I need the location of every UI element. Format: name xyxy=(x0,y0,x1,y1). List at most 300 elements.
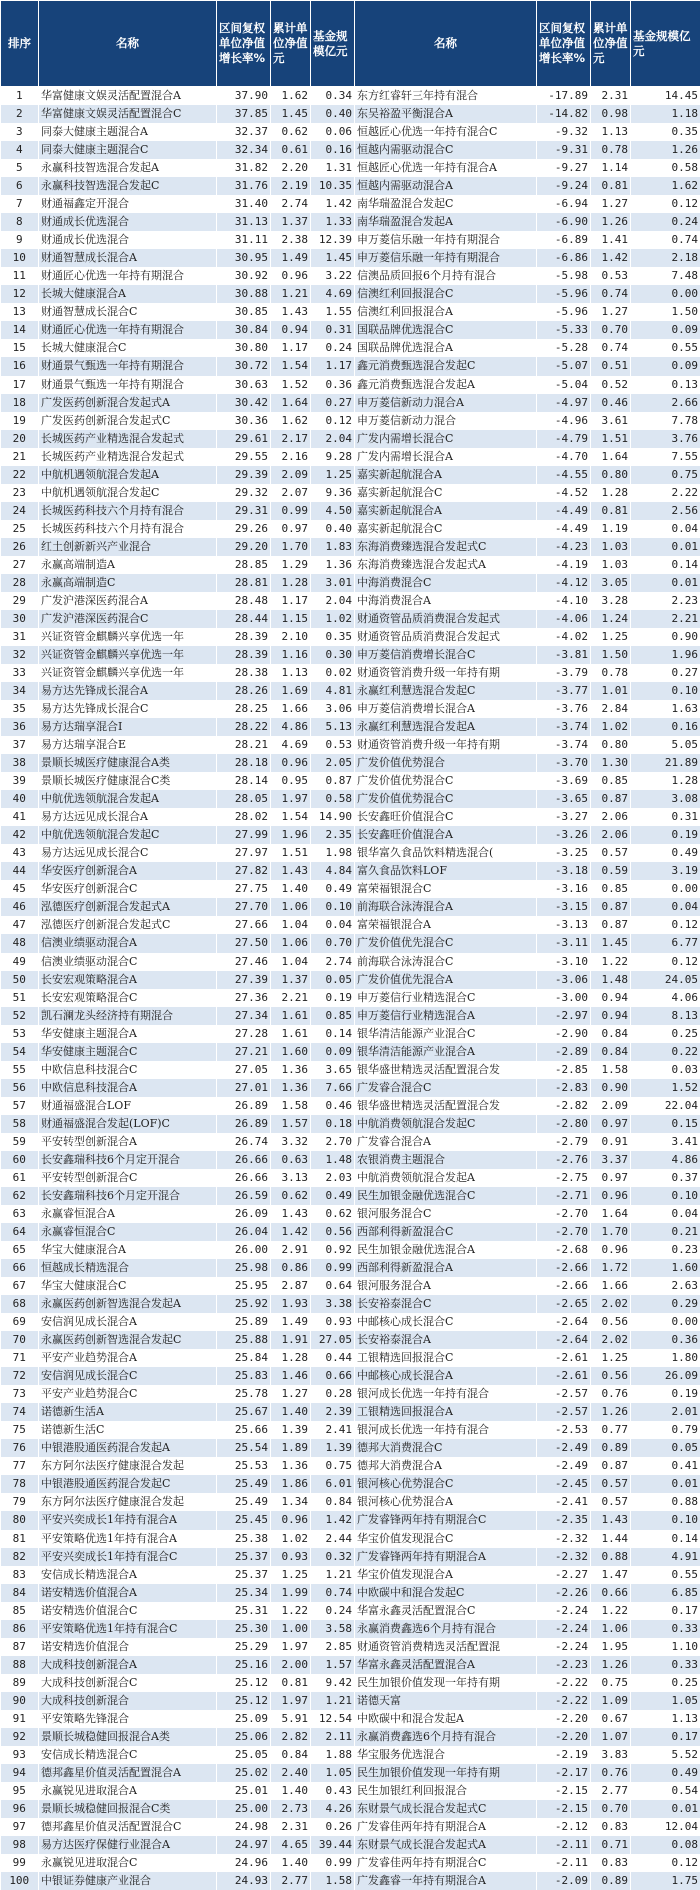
nav-left: 2.87 xyxy=(271,1277,311,1295)
nav-right: 0.52 xyxy=(591,376,631,394)
fund-name-right: 中航消费领航混合发起C xyxy=(355,1115,537,1133)
scale-left: 0.35 xyxy=(311,628,355,646)
return-left: 25.37 xyxy=(217,1566,271,1584)
return-left: 37.90 xyxy=(217,87,271,106)
scale-right: 0.23 xyxy=(631,1241,700,1259)
return-left: 37.85 xyxy=(217,105,271,123)
nav-right: 1.03 xyxy=(591,538,631,556)
nav-left: 1.89 xyxy=(271,1439,311,1457)
return-left: 25.00 xyxy=(217,1800,271,1818)
scale-right: 0.03 xyxy=(631,1061,700,1079)
scale-right: 0.36 xyxy=(631,1331,700,1349)
rank-cell: 32 xyxy=(1,646,39,664)
nav-right: 0.89 xyxy=(591,1439,631,1457)
nav-left: 2.20 xyxy=(271,159,311,177)
nav-right: 0.57 xyxy=(591,844,631,862)
scale-left: 0.12 xyxy=(311,412,355,430)
scale-left: 1.36 xyxy=(311,556,355,574)
table-row xyxy=(1,267,700,285)
fund-name-right: 华富永鑫灵活配置混合A xyxy=(355,1656,537,1674)
scale-left: 1.05 xyxy=(311,1764,355,1782)
scale-left: 0.36 xyxy=(311,376,355,394)
return-left: 25.49 xyxy=(217,1493,271,1511)
nav-right: 0.74 xyxy=(591,339,631,357)
scale-left: 2.04 xyxy=(311,430,355,448)
nav-left: 1.61 xyxy=(271,1025,311,1043)
fund-name-left: 安信成长精选混合A xyxy=(39,1566,217,1584)
return-right: -4.55 xyxy=(537,466,591,484)
return-left: 25.09 xyxy=(217,1710,271,1728)
scale-right: 0.75 xyxy=(631,466,700,484)
nav-right: 2.06 xyxy=(591,808,631,826)
nav-left: 2.77 xyxy=(271,1872,311,1890)
scale-left: 0.75 xyxy=(311,1457,355,1475)
table-row xyxy=(1,339,700,357)
fund-name-right: 西部利得新盈混合A xyxy=(355,1259,537,1277)
nav-right: 2.77 xyxy=(591,1782,631,1800)
rank-cell: 22 xyxy=(1,466,39,484)
return-left: 27.34 xyxy=(217,1007,271,1025)
return-left: 25.67 xyxy=(217,1403,271,1421)
table-row xyxy=(1,1313,700,1331)
return-right: -4.52 xyxy=(537,484,591,502)
fund-name-right: 财通资管品质消费混合发起式 xyxy=(355,610,537,628)
fund-name-left: 财通景气甄选一年持有期混合 xyxy=(39,376,217,394)
fund-name-right: 工银精选回报混合C xyxy=(355,1349,537,1367)
table-row xyxy=(1,574,700,592)
scale-right: 0.12 xyxy=(631,953,700,971)
fund-name-left: 中银证券健康产业混合 xyxy=(39,1872,217,1890)
scale-right: 1.96 xyxy=(631,646,700,664)
fund-name-left: 易方达先锋成长混合C xyxy=(39,700,217,718)
scale-left: 1.25 xyxy=(311,466,355,484)
fund-name-left: 财通福盛混合LOF xyxy=(39,1097,217,1115)
scale-left: 1.21 xyxy=(311,1566,355,1584)
table-row xyxy=(1,1530,700,1548)
fund-name-right: 银华盛世精选灵活配置混合发 xyxy=(355,1097,537,1115)
table-row xyxy=(1,484,700,502)
scale-right: 22.04 xyxy=(631,1097,700,1115)
fund-name-left: 财通匠心优选一年持有期混合 xyxy=(39,267,217,285)
return-right: -2.64 xyxy=(537,1313,591,1331)
nav-right: 0.91 xyxy=(591,1133,631,1151)
nav-right: 1.25 xyxy=(591,628,631,646)
nav-right: 0.98 xyxy=(591,105,631,123)
return-left: 24.98 xyxy=(217,1818,271,1836)
return-left: 27.05 xyxy=(217,1061,271,1079)
rank-cell: 16 xyxy=(1,357,39,375)
fund-name-left: 易方达先锋成长混合A xyxy=(39,682,217,700)
scale-right: 24.05 xyxy=(631,971,700,989)
return-left: 25.05 xyxy=(217,1746,271,1764)
scale-right: 0.24 xyxy=(631,213,700,231)
rank-cell: 99 xyxy=(1,1854,39,1872)
nav-right: 0.77 xyxy=(591,1421,631,1439)
return-left: 30.63 xyxy=(217,376,271,394)
rank-cell: 40 xyxy=(1,790,39,808)
return-left: 27.66 xyxy=(217,916,271,934)
fund-name-right: 长安裕泰混合C xyxy=(355,1295,537,1313)
nav-right: 1.64 xyxy=(591,448,631,466)
return-left: 25.38 xyxy=(217,1530,271,1548)
scale-left: 3.01 xyxy=(311,574,355,592)
fund-name-left: 永赢睿恒混合A xyxy=(39,1205,217,1223)
fund-name-left: 中航优选领航混合发起A xyxy=(39,790,217,808)
fund-name-left: 信澳业绩驱动混合A xyxy=(39,934,217,952)
scale-right: 0.10 xyxy=(631,682,700,700)
table-row xyxy=(1,376,700,394)
nav-right: 0.83 xyxy=(591,1854,631,1872)
return-right: -4.19 xyxy=(537,556,591,574)
return-left: 30.36 xyxy=(217,412,271,430)
header-nav-right: 累计单位净值元 xyxy=(591,1,631,87)
return-right: -3.16 xyxy=(537,880,591,898)
fund-name-left: 永赢高端制造C xyxy=(39,574,217,592)
rank-cell: 46 xyxy=(1,898,39,916)
fund-name-right: 广发鑫睿一年持有期混合A xyxy=(355,1872,537,1890)
nav-left: 0.86 xyxy=(271,1259,311,1277)
table-row xyxy=(1,1421,700,1439)
nav-left: 1.40 xyxy=(271,1782,311,1800)
fund-name-right: 申万菱信行业精选混合C xyxy=(355,989,537,1007)
scale-right: 0.04 xyxy=(631,898,700,916)
fund-name-left: 财通智慧成长混合C xyxy=(39,303,217,321)
nav-right: 0.56 xyxy=(591,1313,631,1331)
scale-right: 1.52 xyxy=(631,1079,700,1097)
fund-name-right: 银河成长优选一年持有混合 xyxy=(355,1385,537,1403)
table-row xyxy=(1,1746,700,1764)
rank-cell: 80 xyxy=(1,1511,39,1529)
return-right: -2.22 xyxy=(537,1692,591,1710)
scale-left: 0.70 xyxy=(311,934,355,952)
fund-name-left: 易方达远见成长混合C xyxy=(39,844,217,862)
rank-cell: 51 xyxy=(1,989,39,1007)
nav-right: 1.28 xyxy=(591,484,631,502)
nav-left: 2.40 xyxy=(271,1764,311,1782)
fund-name-left: 中航机遇领航混合发起C xyxy=(39,484,217,502)
scale-right: 5.52 xyxy=(631,1746,700,1764)
fund-name-left: 永赢科技智选混合发起A xyxy=(39,159,217,177)
fund-name-left: 华宝大健康混合A xyxy=(39,1241,217,1259)
table-row xyxy=(1,538,700,556)
scale-right: 1.75 xyxy=(631,1872,700,1890)
scale-left: 9.36 xyxy=(311,484,355,502)
return-left: 24.96 xyxy=(217,1854,271,1872)
table-row xyxy=(1,213,700,231)
fund-name-right: 申万菱信消费增长混合A xyxy=(355,700,537,718)
rank-cell: 9 xyxy=(1,231,39,249)
return-right: -2.61 xyxy=(537,1349,591,1367)
return-right: -3.26 xyxy=(537,826,591,844)
fund-name-left: 广发医药创新混合发起式C xyxy=(39,412,217,430)
fund-name-right: 长安裕泰混合A xyxy=(355,1331,537,1349)
scale-right: 0.58 xyxy=(631,159,700,177)
nav-right: 3.05 xyxy=(591,574,631,592)
fund-name-right: 民生加银金融优选混合C xyxy=(355,1187,537,1205)
scale-right: 4.86 xyxy=(631,1151,700,1169)
fund-name-right: 申万菱信新动力混合 xyxy=(355,412,537,430)
fund-name-right: 中欧碳中和混合发起A xyxy=(355,1710,537,1728)
fund-name-right: 鑫元消费甄选混合发起A xyxy=(355,376,537,394)
nav-right: 0.94 xyxy=(591,989,631,1007)
fund-name-right: 中邮核心成长混合C xyxy=(355,1313,537,1331)
nav-right: 3.83 xyxy=(591,1746,631,1764)
nav-right: 0.78 xyxy=(591,141,631,159)
return-right: -2.32 xyxy=(537,1548,591,1566)
table-row xyxy=(1,1836,700,1854)
scale-left: 39.44 xyxy=(311,1836,355,1854)
fund-name-left: 红土创新新兴产业混合 xyxy=(39,538,217,556)
nav-right: 1.14 xyxy=(591,159,631,177)
rank-cell: 44 xyxy=(1,862,39,880)
nav-left: 0.97 xyxy=(271,520,311,538)
header-rank: 排序 xyxy=(1,1,39,87)
table-row xyxy=(1,321,700,339)
fund-name-left: 景顺长城医疗健康混合C类 xyxy=(39,772,217,790)
nav-left: 0.96 xyxy=(271,754,311,772)
nav-left: 1.36 xyxy=(271,1457,311,1475)
fund-name-right: 嘉实新起航混合C xyxy=(355,484,537,502)
header-row xyxy=(1,1,700,87)
return-right: -2.89 xyxy=(537,1043,591,1061)
fund-name-right: 广发睿佳两年持有期混合C xyxy=(355,1854,537,1872)
return-right: -14.82 xyxy=(537,105,591,123)
scale-right: 0.01 xyxy=(631,1475,700,1493)
nav-right: 1.01 xyxy=(591,682,631,700)
nav-left: 2.74 xyxy=(271,195,311,213)
nav-right: 1.25 xyxy=(591,1349,631,1367)
table-row xyxy=(1,448,700,466)
table-row xyxy=(1,285,700,303)
scale-left: 3.38 xyxy=(311,1295,355,1313)
scale-right: 0.41 xyxy=(631,1457,700,1475)
return-right: -2.66 xyxy=(537,1277,591,1295)
nav-right: 1.70 xyxy=(591,1223,631,1241)
return-left: 27.46 xyxy=(217,953,271,971)
nav-left: 2.91 xyxy=(271,1241,311,1259)
rank-cell: 48 xyxy=(1,934,39,952)
fund-name-right: 广发价值优先混合C xyxy=(355,934,537,952)
nav-right: 2.09 xyxy=(591,1097,631,1115)
fund-name-right: 东吴裕盈平衡混合A xyxy=(355,105,537,123)
return-left: 25.49 xyxy=(217,1475,271,1493)
nav-left: 1.97 xyxy=(271,1638,311,1656)
nav-right: 1.95 xyxy=(591,1638,631,1656)
table-row xyxy=(1,971,700,989)
fund-name-right: 中海消费混合A xyxy=(355,592,537,610)
scale-right: 0.79 xyxy=(631,1421,700,1439)
table-row xyxy=(1,1854,700,1872)
rank-cell: 93 xyxy=(1,1746,39,1764)
return-left: 25.98 xyxy=(217,1259,271,1277)
return-left: 30.80 xyxy=(217,339,271,357)
table-row xyxy=(1,772,700,790)
fund-name-left: 华安医疗创新混合A xyxy=(39,862,217,880)
nav-left: 1.06 xyxy=(271,898,311,916)
nav-right: 1.26 xyxy=(591,1403,631,1421)
fund-name-right: 恒越内需驱动混合C xyxy=(355,141,537,159)
table-row xyxy=(1,1295,700,1313)
fund-name-right: 鑫元消费甄选混合发起C xyxy=(355,357,537,375)
scale-right: 1.80 xyxy=(631,1349,700,1367)
fund-name-right: 东海消费臻选混合发起式C xyxy=(355,538,537,556)
scale-left: 0.99 xyxy=(311,1259,355,1277)
nav-left: 1.46 xyxy=(271,1367,311,1385)
rank-cell: 53 xyxy=(1,1025,39,1043)
nav-right: 1.58 xyxy=(591,1061,631,1079)
fund-name-left: 永赢睿恒混合C xyxy=(39,1223,217,1241)
scale-right: 0.33 xyxy=(631,1620,700,1638)
return-left: 25.54 xyxy=(217,1439,271,1457)
scale-right: 0.55 xyxy=(631,339,700,357)
nav-left: 2.09 xyxy=(271,466,311,484)
fund-name-left: 兴证资管金麒麟兴享优选一年 xyxy=(39,628,217,646)
table-row xyxy=(1,177,700,195)
fund-name-right: 嘉实新起航混合C xyxy=(355,520,537,538)
scale-right: 2.01 xyxy=(631,1403,700,1421)
nav-right: 1.07 xyxy=(591,1728,631,1746)
fund-name-left: 平安兴奕成长1年持有混合A xyxy=(39,1511,217,1529)
rank-cell: 65 xyxy=(1,1241,39,1259)
nav-right: 0.89 xyxy=(591,1872,631,1890)
rank-cell: 42 xyxy=(1,826,39,844)
fund-name-left: 华宝大健康混合C xyxy=(39,1277,217,1295)
fund-name-right: 银华富久食品饮料精选混合( xyxy=(355,844,537,862)
return-left: 26.89 xyxy=(217,1097,271,1115)
rank-cell: 56 xyxy=(1,1079,39,1097)
table-row xyxy=(1,1223,700,1241)
return-right: -3.70 xyxy=(537,754,591,772)
scale-right: 2.66 xyxy=(631,394,700,412)
fund-name-right: 南华瑞盈混合发起C xyxy=(355,195,537,213)
table-row xyxy=(1,682,700,700)
table-row xyxy=(1,1025,700,1043)
rank-cell: 20 xyxy=(1,430,39,448)
fund-name-left: 永赢科技智选混合发起C xyxy=(39,177,217,195)
fund-name-left: 安信润见成长混合C xyxy=(39,1367,217,1385)
return-right: -2.61 xyxy=(537,1367,591,1385)
nav-right: 1.22 xyxy=(591,953,631,971)
scale-right: 0.01 xyxy=(631,574,700,592)
return-left: 28.44 xyxy=(217,610,271,628)
return-left: 26.09 xyxy=(217,1205,271,1223)
rank-cell: 82 xyxy=(1,1548,39,1566)
nav-left: 0.62 xyxy=(271,1187,311,1205)
scale-left: 4.50 xyxy=(311,502,355,520)
nav-left: 1.22 xyxy=(271,1602,311,1620)
table-row xyxy=(1,628,700,646)
scale-right: 3.76 xyxy=(631,430,700,448)
table-row xyxy=(1,1385,700,1403)
nav-left: 1.91 xyxy=(271,1331,311,1349)
nav-left: 1.54 xyxy=(271,357,311,375)
return-left: 29.32 xyxy=(217,484,271,502)
table-row xyxy=(1,1638,700,1656)
nav-left: 1.40 xyxy=(271,880,311,898)
return-left: 26.00 xyxy=(217,1241,271,1259)
return-left: 28.21 xyxy=(217,736,271,754)
table-row xyxy=(1,412,700,430)
scale-right: 0.10 xyxy=(631,1187,700,1205)
rank-cell: 94 xyxy=(1,1764,39,1782)
scale-left: 0.93 xyxy=(311,1313,355,1331)
fund-name-right: 财通资管消费升级一年持有期 xyxy=(355,736,537,754)
fund-name-left: 永赢医药创新智选混合发起C xyxy=(39,1331,217,1349)
scale-left: 0.24 xyxy=(311,1602,355,1620)
scale-left: 2.05 xyxy=(311,754,355,772)
fund-name-right: 银河成长优选一年持有混合 xyxy=(355,1421,537,1439)
return-right: -6.90 xyxy=(537,213,591,231)
rank-cell: 14 xyxy=(1,321,39,339)
return-right: -3.69 xyxy=(537,772,591,790)
return-left: 27.21 xyxy=(217,1043,271,1061)
nav-right: 0.66 xyxy=(591,1584,631,1602)
rank-cell: 34 xyxy=(1,682,39,700)
table-row xyxy=(1,1475,700,1493)
scale-right: 0.09 xyxy=(631,321,700,339)
return-right: -2.79 xyxy=(537,1133,591,1151)
return-left: 28.05 xyxy=(217,790,271,808)
fund-name-left: 恒越成长精选混合 xyxy=(39,1259,217,1277)
return-left: 25.37 xyxy=(217,1548,271,1566)
scale-left: 1.45 xyxy=(311,249,355,267)
fund-name-right: 德邦大消费混合C xyxy=(355,1439,537,1457)
scale-right: 0.55 xyxy=(631,1566,700,1584)
fund-name-left: 大成科技创新混合A xyxy=(39,1656,217,1674)
fund-name-left: 中欧信息科技混合A xyxy=(39,1079,217,1097)
fund-name-left: 财通智慧成长混合A xyxy=(39,249,217,267)
nav-left: 1.39 xyxy=(271,1421,311,1439)
nav-left: 1.02 xyxy=(271,1530,311,1548)
nav-left: 0.99 xyxy=(271,502,311,520)
scale-left: 0.66 xyxy=(311,1367,355,1385)
nav-right: 0.70 xyxy=(591,1800,631,1818)
return-right: -4.49 xyxy=(537,520,591,538)
fund-name-right: 广发睿锋两年持有期混合A xyxy=(355,1548,537,1566)
fund-name-left: 兴证资管金麒麟兴享优选一年 xyxy=(39,664,217,682)
return-right: -2.26 xyxy=(537,1584,591,1602)
fund-name-left: 平安产业趋势混合C xyxy=(39,1385,217,1403)
nav-left: 1.42 xyxy=(271,1223,311,1241)
return-right: -3.74 xyxy=(537,736,591,754)
nav-right: 0.94 xyxy=(591,1007,631,1025)
return-right: -6.89 xyxy=(537,231,591,249)
table-row xyxy=(1,1439,700,1457)
rank-cell: 72 xyxy=(1,1367,39,1385)
scale-right: 21.89 xyxy=(631,754,700,772)
scale-right: 2.56 xyxy=(631,502,700,520)
rank-cell: 98 xyxy=(1,1836,39,1854)
scale-left: 2.03 xyxy=(311,1169,355,1187)
fund-name-left: 兴证资管金麒麟兴享优选一年 xyxy=(39,646,217,664)
nav-right: 1.27 xyxy=(591,303,631,321)
scale-right: 0.01 xyxy=(631,538,700,556)
nav-right: 0.51 xyxy=(591,357,631,375)
fund-name-right: 东方红睿轩三年持有混合 xyxy=(355,87,537,106)
scale-right: 0.12 xyxy=(631,1854,700,1872)
fund-name-right: 长安鑫旺价值混合C xyxy=(355,808,537,826)
fund-name-right: 中欧碳中和混合发起C xyxy=(355,1584,537,1602)
table-row xyxy=(1,844,700,862)
scale-right: 0.19 xyxy=(631,826,700,844)
nav-right: 2.06 xyxy=(591,826,631,844)
rank-cell: 74 xyxy=(1,1403,39,1421)
scale-right: 12.04 xyxy=(631,1818,700,1836)
fund-name-left: 长安鑫瑞科技6个月定开混合 xyxy=(39,1151,217,1169)
rank-cell: 33 xyxy=(1,664,39,682)
return-right: -17.89 xyxy=(537,87,591,106)
rank-cell: 76 xyxy=(1,1439,39,1457)
